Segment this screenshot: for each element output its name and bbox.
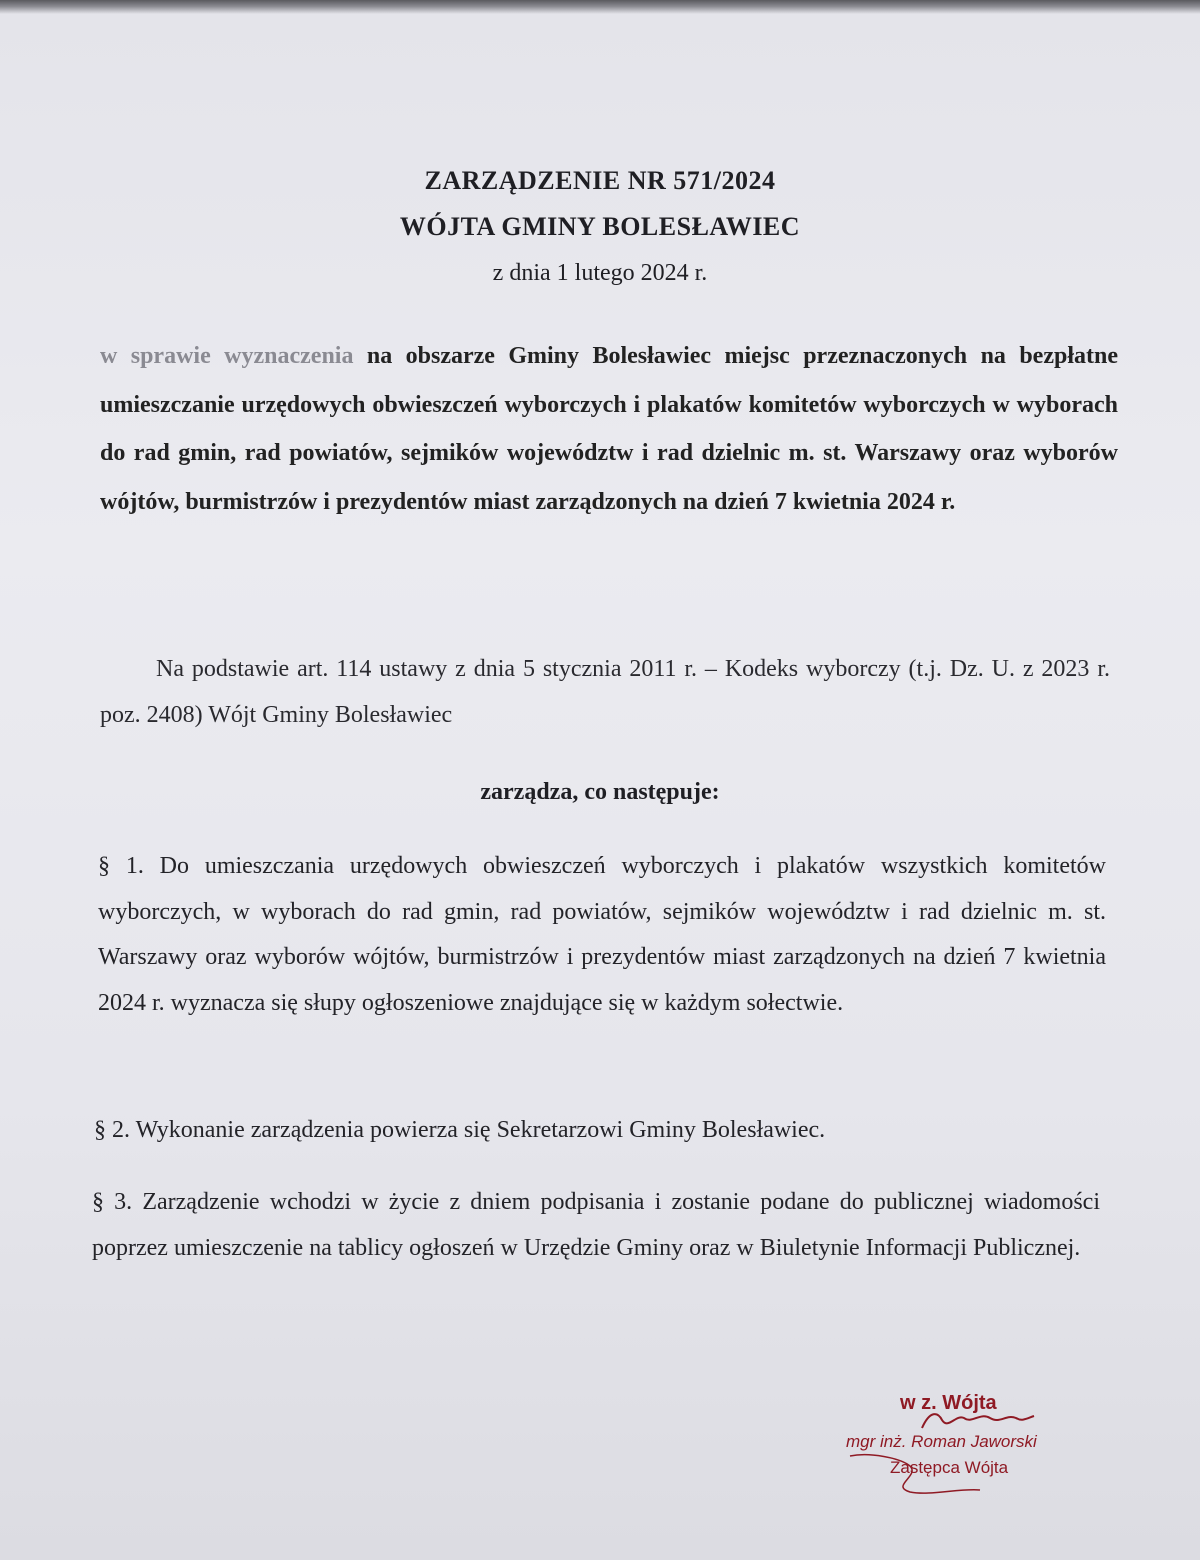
document-title: ZARZĄDZENIE NR 571/2024 <box>424 166 776 195</box>
title-block <box>0 158 1200 296</box>
stamp-line-2: mgr inż. Roman Jaworski <box>846 1432 1037 1451</box>
paragraph-1: § 1. Do umieszczania urzędowych obwieszczeń wyborczych i plakatów wszystkich komitetów wyborczych, w wyborach do rad gmin, rad powiatów, sejmików województw i rad dzielnic m. st. Warszawy oraz wyborów wójtów, burmistrzów i prezydentów miast zarządzonych na dzień 7 kwietnia 2024 r. wyznacza się słupy ogłoszeniowe znajdujące się w każdym sołectwie. <box>98 853 1106 1016</box>
subject-text: na obszarze Gminy Bolesławiec miejsc przeznaczonych na bezpłatne umieszczanie urzędowych obwieszczeń wyborczych i plakatów komitetów wyborczych w wyborach do rad gmin, rad powiatów, sejmików województw i rad dzielnic m. st. Warszawy oraz wyborów wójtów, burmistrzów i prezydentów miast zarządzonych na dzień 7 kwietnia 2024 r. <box>100 343 1118 515</box>
stamp-line-1: w z. Wójta <box>900 1392 997 1414</box>
paragraph-2: § 2. Wykonanie zarządzenia powierza się Sekretarzowi Gminy Bolesławiec. <box>94 1117 826 1143</box>
document-issuer: WÓJTA GMINY BOLESŁAWIEC <box>399 212 801 241</box>
legal-basis: Na podstawie art. 114 ustawy z dnia 5 stycznia 2011 r. – Kodeks wyborczy (t.j. Dz. U. z 2023 r. poz. 2408) Wójt Gminy Bolesławiec <box>100 656 1110 728</box>
orders-heading: zarządza, co następuje: <box>480 779 720 805</box>
document-date: z dnia 1 lutego 2024 r. <box>492 260 708 286</box>
page-top-edge <box>0 0 1200 14</box>
paragraph-3: § 3. Zarządzenie wchodzi w życie z dniem podpisania i zostanie podane do publicznej wiadomości poprzez umieszczenie na tablicy ogłoszeń w Urzędzie Gminy oraz w Biuletynie Informacji Publicznej. <box>92 1189 1100 1261</box>
signature-stamp <box>830 1388 1090 1498</box>
subject-prefix: w sprawie wyznaczenia <box>100 343 354 369</box>
document-subject <box>100 332 1118 526</box>
stamp-line-3: Zastępca Wójta <box>890 1458 1009 1477</box>
